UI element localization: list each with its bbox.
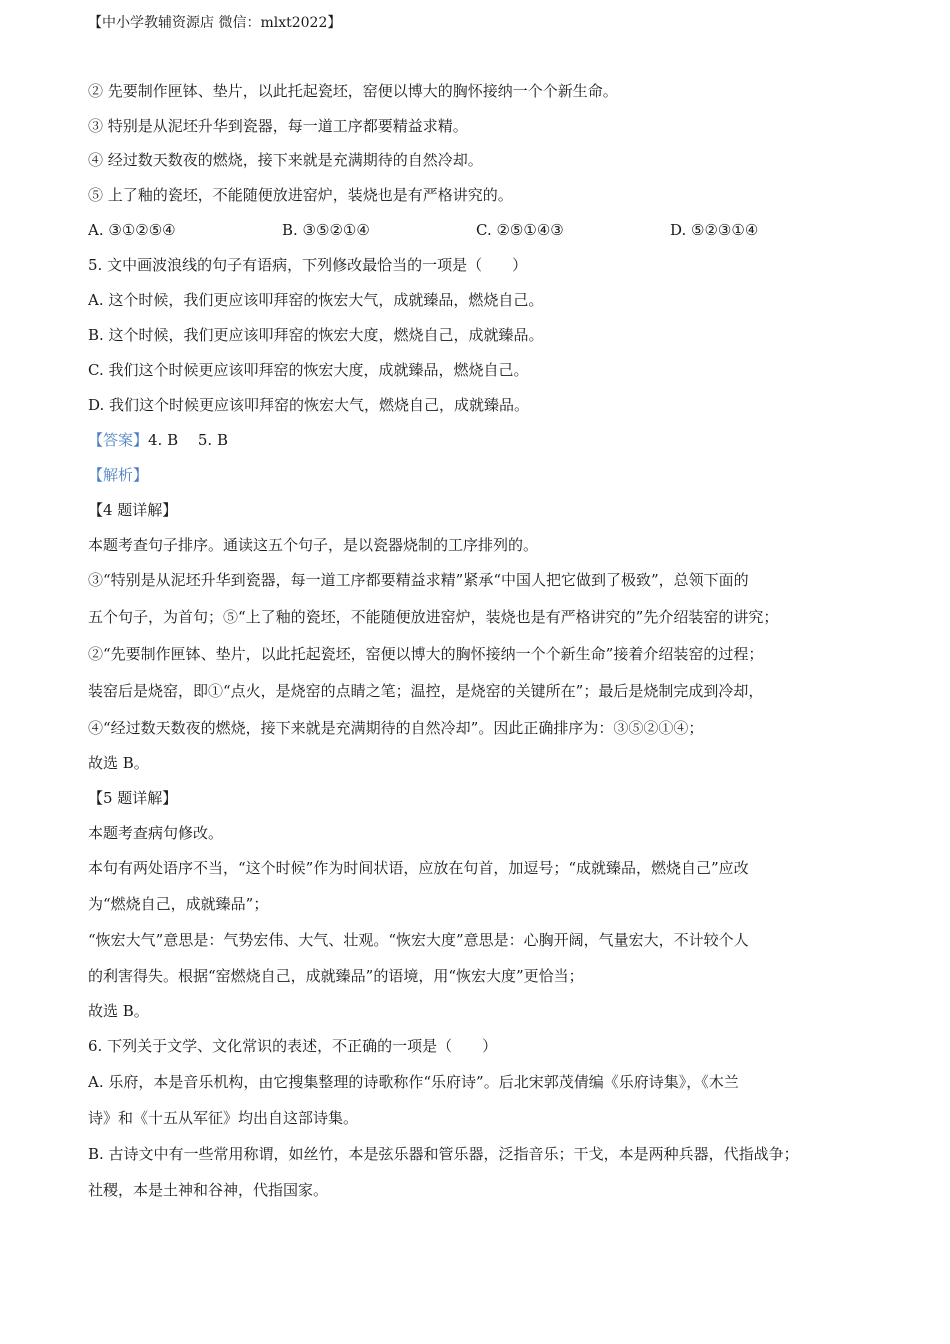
q6-line: A. 乐府，本是音乐机构，由它搜集整理的诗歌称作“乐府诗”。后北宋郭茂倩编《乐府诗集》，《木兰 — [88, 1073, 739, 1091]
q4-option-c: C. ②⑤①④③ — [476, 221, 564, 239]
q4-detail-line: ②“先要制作匣钵、垫片，以此托起瓷坯，窑便以博大的胸怀接纳一个个新生命”接着介绍装窑的过程； — [88, 645, 764, 663]
sentence-3: ③ 特别是从泥坯升华到瓷器，每一道工序都要精益求精。 — [88, 117, 468, 135]
q5-option-d: D. 我们这个时候更应该叩拜窑的恢宏大气，燃烧自己，成就臻品。 — [88, 396, 530, 414]
q5-stem: 5. 文中画波浪线的句子有语病，下列修改最恰当的一项是（ ） — [88, 256, 528, 274]
sentence-2: ② 先要制作匣钵、垫片，以此托起瓷坯，窑便以博大的胸怀接纳一个个新生命。 — [88, 82, 618, 100]
q4-option-a: A. ③①②⑤④ — [88, 221, 176, 239]
q4-detail-line: ③“特别是从泥坯升华到瓷器，每一道工序都要精益求精”紧承“中国人把它做到了极致”，总领下面的 — [88, 571, 749, 589]
answer-line — [88, 430, 228, 450]
q5-detail-line: 的利害得失。根据“窑燃烧自己，成就臻品”的语境，用“恢宏大度”更恰当； — [88, 967, 584, 985]
q4-detail-line: 装窑后是烧窑，即①“点火，是烧窑的点睛之笔；温控，是烧窑的关键所在”；最后是烧制完成到冷却， — [88, 682, 764, 700]
q5-detail-line: 故选 B。 — [88, 1002, 149, 1020]
q6-line: B. 古诗文中有一些常用称谓，如丝竹，本是弦乐器和管乐器，泛指音乐；干戈，本是两种兵器，代指战争； — [88, 1145, 799, 1163]
q6-line: 诗》和《十五从军征》均出自这部诗集。 — [88, 1109, 359, 1127]
q4-detail-line: 故选 B。 — [88, 754, 149, 772]
q4-options — [88, 220, 864, 240]
q4-option-b: B. ③⑤②①④ — [282, 221, 370, 239]
q5-detail-line: 本题考查病句修改。 — [88, 824, 224, 842]
q4-detail-title: 【4 题详解】 — [88, 501, 178, 519]
q4-detail-line: 本题考查句子排序。通读这五个句子，是以瓷器烧制的工序排列的。 — [88, 536, 539, 554]
q4-detail-line: 五个句子，为首句；⑤“上了釉的瓷坯，不能随便放进窑炉，装烧也是有严格讲究的”先介绍装窑的讲究； — [88, 608, 779, 626]
q6-line: 社稷，本是土神和谷神，代指国家。 — [88, 1181, 329, 1199]
q5-option-a: A. 这个时候，我们更应该叩拜窑的恢宏大气，成就臻品，燃烧自己。 — [88, 291, 544, 309]
analysis-label: 【解析】 — [88, 466, 149, 484]
q6-stem: 6. 下列关于文学、文化常识的表述，不正确的一项是（ ） — [88, 1037, 498, 1055]
sentence-5: ⑤ 上了釉的瓷坯，不能随便放进窑炉，装烧也是有严格讲究的。 — [88, 186, 513, 204]
q5-detail-title: 【5 题详解】 — [88, 789, 178, 807]
q5-detail-line: 本句有两处语序不当，“这个时候”作为时间状语，应放在句首，加逗号；“成就臻品，燃烧自己”应改 — [88, 859, 749, 877]
q5-detail-line: “恢宏大气”意思是：气势宏伟、大气、壮观。“恢宏大度”意思是：心胸开阔，气量宏大，不计较个人 — [88, 931, 749, 949]
q5-detail-line: 为“燃烧自己，成就臻品”； — [88, 895, 269, 913]
answer-label: 【答案】 — [88, 431, 149, 449]
q4-option-d: D. ⑤②③①④ — [670, 221, 759, 239]
page-header: 【中小学教辅资源店 微信：mlxt2022】 — [88, 15, 342, 31]
sentence-4: ④ 经过数天数夜的燃烧，接下来就是充满期待的自然冷却。 — [88, 151, 483, 169]
q5-option-c: C. 我们这个时候更应该叩拜窑的恢宏大度，成就臻品，燃烧自己。 — [88, 361, 529, 379]
q4-detail-line: ④“经过数天数夜的燃烧，接下来就是充满期待的自然冷却”。因此正确排序为：③⑤②①④； — [88, 719, 704, 737]
q5-option-b: B. 这个时候，我们更应该叩拜窑的恢宏大度，燃烧自己，成就臻品。 — [88, 326, 544, 344]
answer-text: 4. B 5. B — [148, 431, 228, 449]
